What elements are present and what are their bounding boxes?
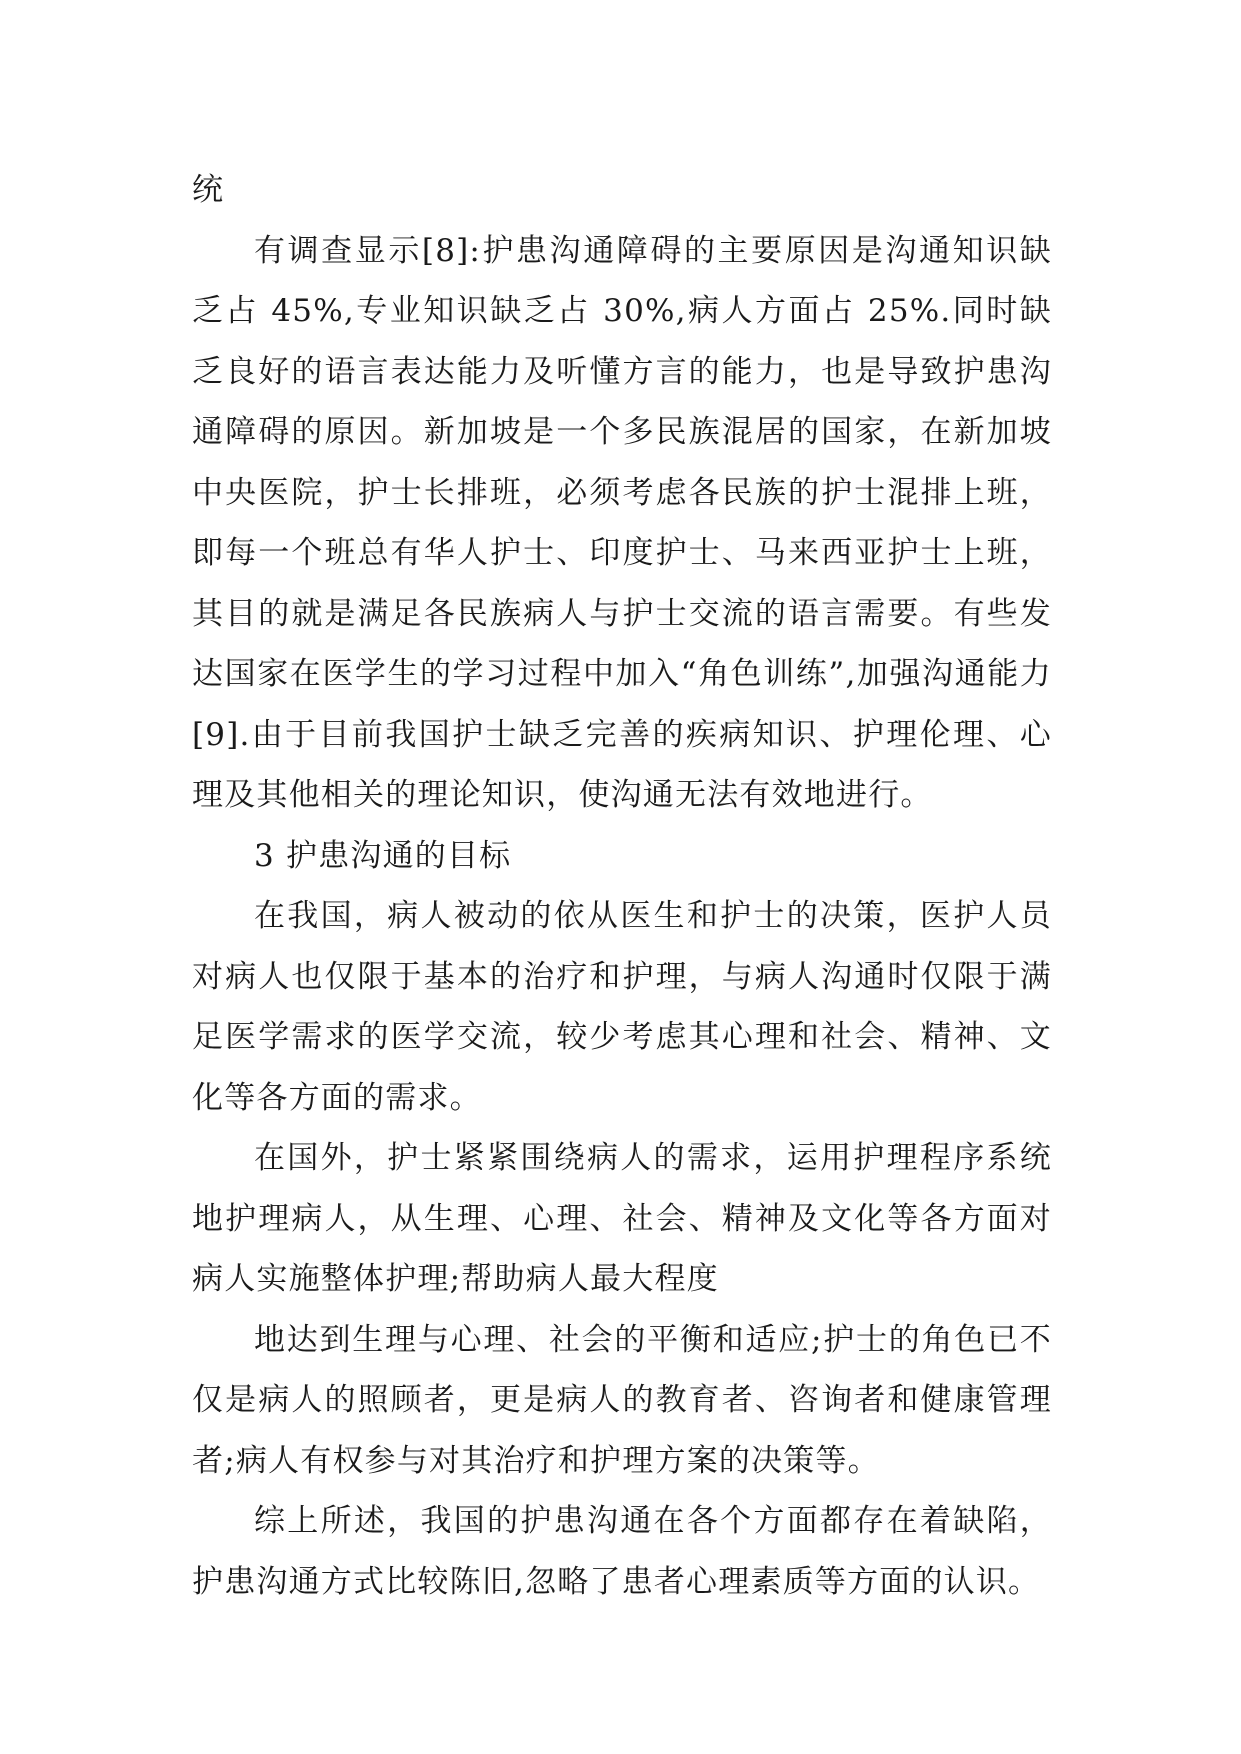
paragraph-abroad: 在国外，护士紧紧围绕病人的需求，运用护理程序系统地护理病人，从生理、心理、社会、精神及文化等各方面对病人实施整体护理;帮助病人最大程度	[192, 1140, 1052, 1297]
paragraph-survey-findings: 有调查显示[8]:护患沟通障碍的主要原因是沟通知识缺乏占 45%,专业知识缺乏占 30%,病人方面占 25%.同时缺乏良好的语言表达能力及听懂方言的能力，也是导致护患沟通障碍的原因。新加坡是一个多民族混居的国家，在新加坡中央医院，护士长排班，必须考虑各民族的护士混排上班，即每一个班总有华人护士、印度护士、马来西亚护士上班，其目的就是满足各民族病人与护士交流的语言需要。有些发达国家在医学生的学习过程中加入“角色训练”,加强沟通能力[9].由于目前我国护士缺乏完善的疾病知识、护理伦理、心理及其他相关的理论知识，使沟通无法有效地进行。	[192, 232, 1052, 813]
document-body	[192, 160, 1052, 1612]
paragraph-conclusion: 综上所述，我国的护患沟通在各个方面都存在着缺陷，护患沟通方式比较陈旧,忽略了患者心理素质等方面的认识。	[192, 1503, 1052, 1600]
section-heading-goals: 3 护患沟通的目标	[254, 837, 512, 874]
paragraph-nurse-role: 地达到生理与心理、社会的平衡和适应;护士的角色已不仅是病人的照顾者，更是病人的教育者、咨询者和健康管理者;病人有权参与对其治疗和护理方案的决策等。	[192, 1321, 1052, 1479]
paragraph-continuation: 统	[192, 172, 225, 208]
paragraph-domestic: 在我国，病人被动的依从医生和护士的决策，医护人员对病人也仅限于基本的治疗和护理，与病人沟通时仅限于满足医学需求的医学交流，较少考虑其心理和社会、精神、文化等各方面的需求。	[192, 898, 1052, 1116]
